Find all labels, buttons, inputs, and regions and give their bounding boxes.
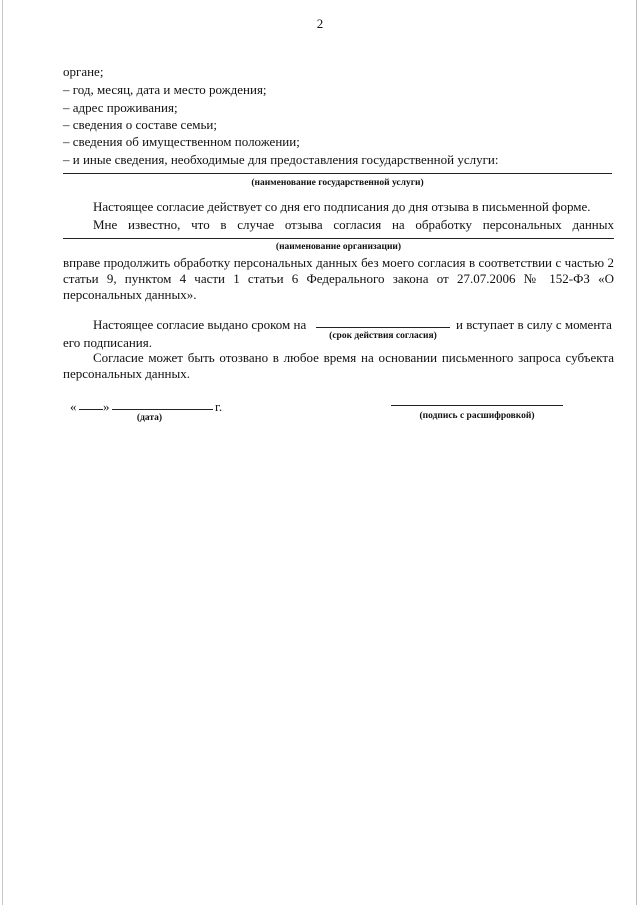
list-item: – сведения об имущественном положении; [63, 134, 300, 149]
list-item: – год, месяц, дата и место рождения; [63, 82, 267, 97]
scan-edge-left [2, 0, 3, 905]
date-month-field[interactable] [112, 398, 213, 410]
date-year-suffix: г. [215, 399, 223, 414]
list-item: – адрес проживания; [63, 100, 178, 115]
term-suffix: и вступает в силу с момента [456, 317, 612, 332]
service-name-field-line [63, 173, 612, 174]
date-quote-close: » [103, 399, 110, 414]
list-item: – сведения о составе семьи; [63, 117, 217, 132]
revocation-paragraph-start: Мне известно, что в случае отзыва согласия на обработку персональных данных [93, 217, 614, 232]
date-quote-open: « [70, 399, 77, 414]
service-name-caption: (наименование государственной услуги) [251, 178, 424, 188]
page-number: 2 [316, 16, 324, 31]
revocation-paragraph-continuation: вправе продолжить обработку персональных данных без моего согласия в соответствии с частью 2 статьи 9, пунктом 4 части 1 статьи 6 Федерального закона от 27.07.2006 № 152-ФЗ «О персональных данных». [63, 255, 614, 302]
consent-term-field[interactable] [316, 316, 450, 328]
validity-paragraph: Настоящее согласие действует со дня его подписания до дня отзыва в письменной форме. [93, 199, 591, 214]
organization-name-caption: (наименование организации) [275, 242, 402, 252]
signature-field-line[interactable] [391, 405, 563, 406]
list-item: – и иные сведения, необходимые для предоставления государственной услуги: [63, 152, 499, 167]
consent-term-caption: (срок действия согласия) [329, 331, 437, 341]
signature-caption: (подпись с расшифровкой) [419, 411, 535, 421]
withdrawal-paragraph: Согласие может быть отозвано в любое время на основании письменного запроса субъекта персональных данных. [63, 350, 614, 381]
date-caption: (дата) [136, 413, 163, 423]
date-day-field[interactable] [79, 398, 103, 410]
list-continued-line: органе; [63, 64, 104, 79]
organization-name-field-line [63, 238, 614, 239]
term-prefix: Настоящее согласие выдано сроком на [93, 317, 307, 332]
term-tail: его подписания. [63, 335, 152, 350]
scan-edge-right [636, 0, 637, 905]
